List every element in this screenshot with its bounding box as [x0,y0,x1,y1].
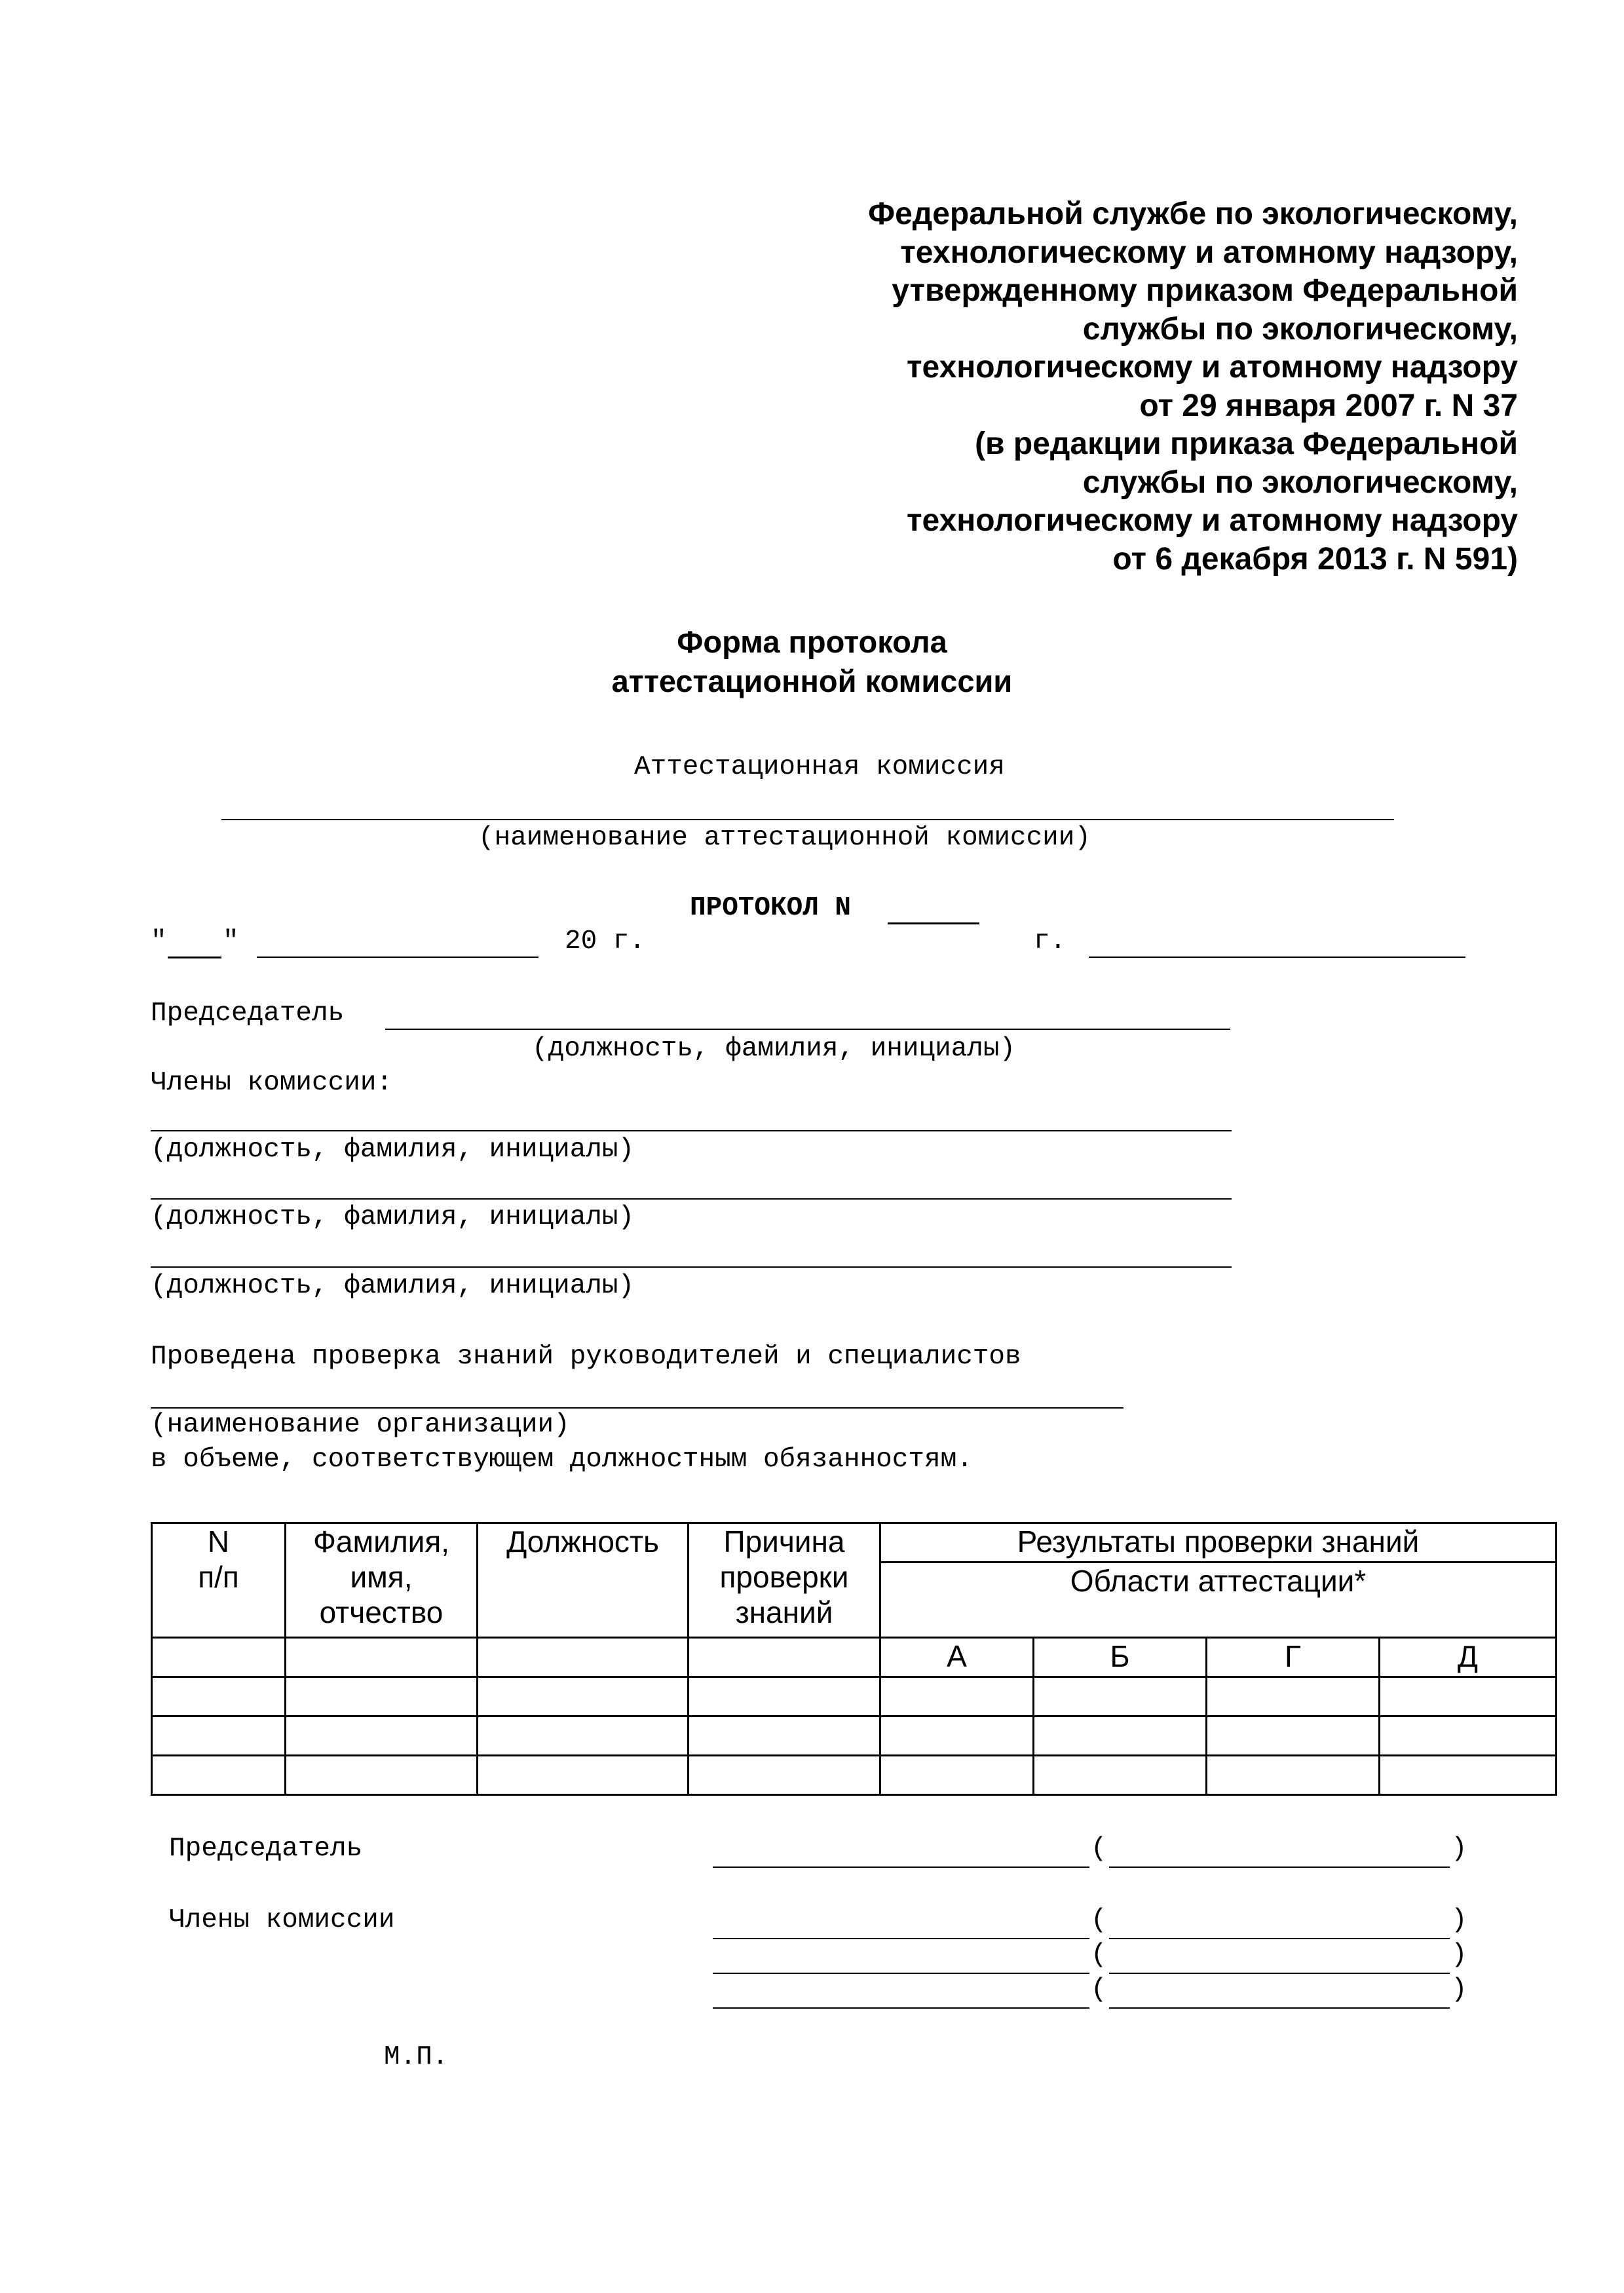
header-line: от 29 января 2007 г. N 37 [1139,388,1518,423]
date-year: 20 г. [565,926,646,957]
table-cell[interactable] [478,1716,689,1756]
table-cell[interactable] [689,1638,880,1677]
table-cell[interactable] [286,1756,478,1795]
table-cell[interactable] [152,1638,286,1677]
table-cell[interactable] [478,1756,689,1795]
chairman-line[interactable] [385,1029,1230,1030]
area-header-g: Г [1207,1638,1380,1677]
area-header-a: А [880,1638,1034,1677]
date-day-line[interactable] [168,957,221,958]
header-cell-position [478,1523,689,1638]
check-text: Проведена проверка знаний руководителей и специалистов [151,1342,1021,1372]
city-line[interactable] [1089,957,1465,958]
chairman-caption: (должность, фамилия, инициалы) [532,1034,1016,1064]
table-cell[interactable] [152,1677,286,1716]
table-cell[interactable] [1207,1677,1380,1716]
area-header-d: Д [1380,1638,1557,1677]
sign-members-label: Члены комиссии [169,1905,395,1935]
date-quote-open: " [151,926,167,957]
table-cell[interactable] [1034,1716,1207,1756]
member-caption: (должность, фамилия, инициалы) [151,1135,635,1165]
table-cell[interactable] [689,1677,880,1716]
organization-caption: (наименование организации) [151,1410,570,1440]
header-text: Фамилия, [312,1525,450,1559]
header-text: отчество [319,1595,444,1629]
commission-label: Аттестационная комиссия [634,752,1005,782]
members-label: Члены комиссии: [151,1068,393,1098]
paren-close: ) [1451,1940,1467,1970]
header-cell-areas: Области аттестации* [880,1563,1557,1638]
header-line: службы по экологическому, [1082,311,1518,347]
header-text: N [207,1525,230,1559]
header-text: Причина [723,1525,845,1559]
header-text: знаний [735,1595,833,1629]
sign-chairman-label: Председатель [169,1834,363,1864]
member-line[interactable] [151,1130,1232,1131]
table-cell[interactable] [1380,1716,1557,1756]
header-line: технологическому и атомному надзору, [900,235,1518,270]
sign-member-line[interactable] [713,1973,1089,1974]
paren-open: ( [1091,1834,1107,1864]
stamp-placeholder: М.П. [384,2042,449,2072]
table-cell[interactable] [1207,1716,1380,1756]
protocol-label: ПРОТОКОЛ N [690,893,852,923]
table-cell[interactable] [478,1638,689,1677]
table-cell[interactable] [478,1677,689,1716]
table-cell[interactable] [1380,1756,1557,1795]
commission-caption: (наименование аттестационной комиссии) [478,823,1091,853]
header-text: п/п [198,1560,239,1594]
table-cell[interactable] [1034,1677,1207,1716]
table-cell[interactable] [689,1756,880,1795]
paren-open: ( [1091,1905,1107,1935]
paren-close: ) [1451,1905,1467,1935]
header-text: имя, [350,1560,413,1594]
header-line: технологическому и атомному надзору [907,350,1518,385]
table-cell[interactable] [286,1677,478,1716]
table-cell[interactable] [1034,1756,1207,1795]
table-row [152,1677,1557,1716]
paren-open: ( [1091,1940,1107,1970]
chairman-label: Председатель [151,998,345,1029]
area-header-b: Б [1034,1638,1207,1677]
header-line: (в редакции приказа Федеральной [975,426,1518,461]
header-line: службы по экологическому, [1082,464,1518,500]
sign-member-line[interactable] [713,2007,1089,2009]
header-line: утвержденному приказом Федеральной [892,273,1518,308]
sign-chairman-line[interactable] [713,1867,1089,1868]
scope-text: в объеме, соответствующем должностным обязанностям. [151,1445,973,1475]
table-cell[interactable] [152,1756,286,1795]
header-text: Должность [506,1525,659,1559]
sign-member-name-line[interactable] [1109,1973,1450,1974]
header-cell-name [286,1523,478,1638]
table-row [152,1716,1557,1756]
organization-line[interactable] [151,1407,1124,1409]
member-caption: (должность, фамилия, инициалы) [151,1271,635,1301]
sign-member-line[interactable] [713,1938,1089,1939]
table-cell[interactable] [152,1716,286,1756]
table-cell[interactable] [286,1716,478,1756]
header-line: технологическому и атомному надзору [907,503,1518,538]
header-cell-reason [689,1523,880,1638]
header-text: проверки [719,1560,849,1594]
table-cell[interactable] [880,1716,1034,1756]
member-line[interactable] [151,1198,1232,1200]
header-cell-number [152,1523,286,1638]
city-label: г. [1034,926,1067,957]
date-month-line[interactable] [257,957,538,958]
title-line: аттестационной комиссии [611,664,1013,698]
paren-close: ) [1451,1975,1467,2005]
table-row [152,1756,1557,1795]
table-cell[interactable] [880,1677,1034,1716]
sign-chairman-name-line[interactable] [1109,1867,1450,1868]
commission-name-line[interactable] [221,819,1394,820]
table-cell[interactable] [1207,1756,1380,1795]
table-cell[interactable] [1380,1677,1557,1716]
table-cell[interactable] [286,1638,478,1677]
header-line: от 6 декабря 2013 г. N 591) [1112,541,1518,577]
member-caption: (должность, фамилия, инициалы) [151,1202,635,1232]
header-line: Федеральной службе по экологическому, [868,197,1518,231]
form-title [0,622,1624,701]
approval-header [868,195,1518,578]
paren-close: ) [1451,1834,1467,1864]
title-line: Форма протокола [677,624,947,659]
table-cell[interactable] [689,1716,880,1756]
header-cell-results: Результаты проверки знаний [880,1523,1557,1563]
member-line[interactable] [151,1266,1232,1268]
results-table [151,1522,1557,1796]
table-cell[interactable] [880,1756,1034,1795]
protocol-number-line[interactable] [888,922,979,924]
paren-open: ( [1091,1975,1107,2005]
sign-member-name-line[interactable] [1109,1938,1450,1939]
date-quote-close: " [223,926,239,957]
sign-member-name-line[interactable] [1109,2007,1450,2009]
